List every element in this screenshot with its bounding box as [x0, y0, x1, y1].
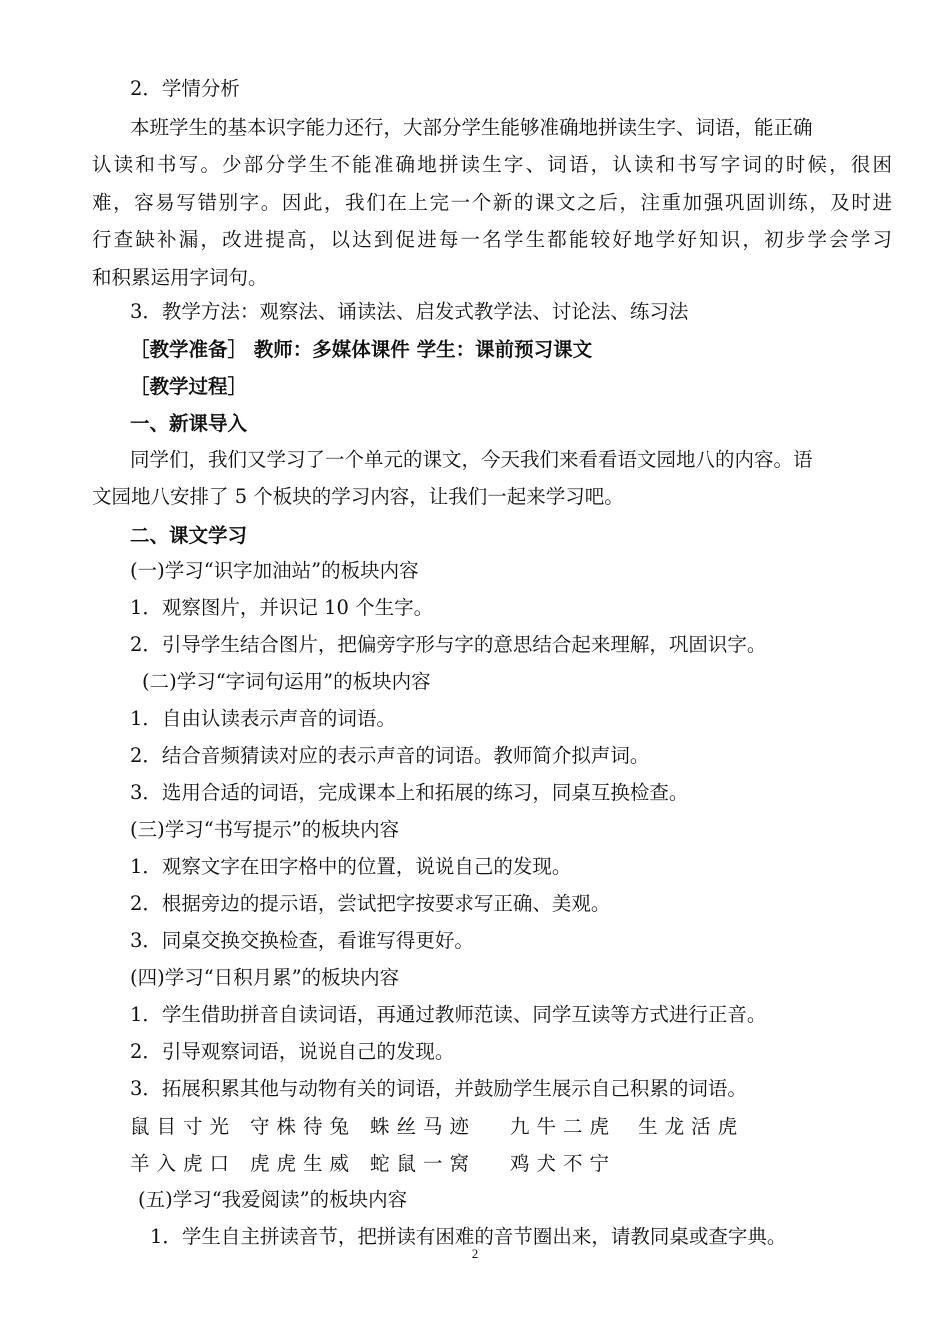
heading-learner-analysis: 2．学情分析 — [130, 77, 240, 100]
idioms-row-1 — [130, 1108, 930, 1145]
idiom: 九牛二虎 — [510, 1115, 617, 1138]
list-item: 2．结合音频猜读对应的表示声音的词语。教师简介拟声词。 — [130, 744, 650, 767]
idiom: 鸡犬不宁 — [510, 1152, 617, 1175]
list-item: 1．观察文字在田字格中的位置，说说自己的发现。 — [130, 855, 572, 878]
list-item: 3．同桌交换交换检查，看谁写得更好。 — [130, 929, 474, 952]
page-number: 2 — [471, 1246, 479, 1261]
teaching-preparation: ［教学准备］ 教师：多媒体课件 学生：课前预习课文 — [130, 338, 593, 361]
teaching-process-heading: ［教学过程］ — [130, 375, 248, 398]
list-item: 1．学生自主拼读音节，把拼读有困难的音节圈出来，请教同桌或查字典。 — [150, 1225, 787, 1248]
idiom: 生龙活虎 — [638, 1115, 745, 1138]
paragraph-line: 难，容易写错别字。因此，我们在上完一个新的课文之后，注重加强巩固训练，及时进 — [92, 191, 892, 214]
idiom: 蛇鼠一窝 — [370, 1152, 477, 1175]
list-item: 2．引导观察词语，说说自己的发现。 — [130, 1040, 455, 1063]
paragraph-line: 同学们，我们又学习了一个单元的课文，今天我们来看看语文园地八的内容。语 — [130, 448, 813, 471]
paragraph-line: 行查缺补漏，改进提高，以达到促进每一名学生都能较好地学好知识，初步学会学习 — [92, 228, 892, 251]
subsection-heading: (二)学习“字词句运用”的板块内容 — [142, 670, 431, 693]
section-heading-lesson: 二、课文学习 — [130, 524, 248, 547]
idiom: 守株待兔 — [250, 1115, 357, 1138]
list-item: 1．自由认读表示声音的词语。 — [130, 707, 396, 730]
list-item: 1．观察图片，并识记 10 个生字。 — [130, 596, 434, 619]
list-item: 3．选用合适的词语，完成课本上和拓展的练习，同桌互换检查。 — [130, 781, 689, 804]
subsection-heading: (四)学习“日积月累”的板块内容 — [130, 966, 400, 989]
idioms-row-2 — [130, 1145, 930, 1182]
paragraph-line: 文园地八安排了 5 个板块的学习内容，让我们一起来学习吧。 — [92, 485, 624, 508]
subsection-heading: (五)学习“我爱阅读”的板块内容 — [138, 1188, 408, 1211]
list-item: 3．拓展积累其他与动物有关的词语，并鼓励学生展示自己积累的词语。 — [130, 1077, 747, 1100]
idiom: 羊入虎口 — [130, 1152, 237, 1175]
paragraph-line: 和积累运用字词句。 — [92, 266, 268, 289]
list-item: 2．根据旁边的提示语，尝试把字按要求写正确、美观。 — [130, 892, 611, 915]
idiom: 鼠目寸光 — [130, 1115, 237, 1138]
list-item: 1．学生借助拼音自读词语，再通过教师范读、同学互读等方式进行正音。 — [130, 1003, 767, 1026]
paragraph-line: 本班学生的基本识字能力还行，大部分学生能够准确地拼读生字、词语，能正确 — [130, 116, 813, 139]
section-heading-intro: 一、新课导入 — [130, 412, 248, 435]
paragraph-line: 认读和书写。少部分学生不能准确地拼读生字、词语，认读和书写字词的时候，很困 — [92, 153, 892, 176]
subsection-heading: (三)学习“书写提示”的板块内容 — [130, 818, 400, 841]
subsection-heading: (一)学习“识字加油站”的板块内容 — [130, 559, 419, 582]
teaching-methods: 3．教学方法：观察法、诵读法、启发式教学法、讨论法、练习法 — [130, 300, 689, 323]
idiom: 蛛丝马迹 — [370, 1115, 477, 1138]
idiom: 虎虎生威 — [250, 1152, 357, 1175]
list-item: 2．引导学生结合图片，把偏旁字形与字的意思结合起来理解，巩固识字。 — [130, 633, 767, 656]
